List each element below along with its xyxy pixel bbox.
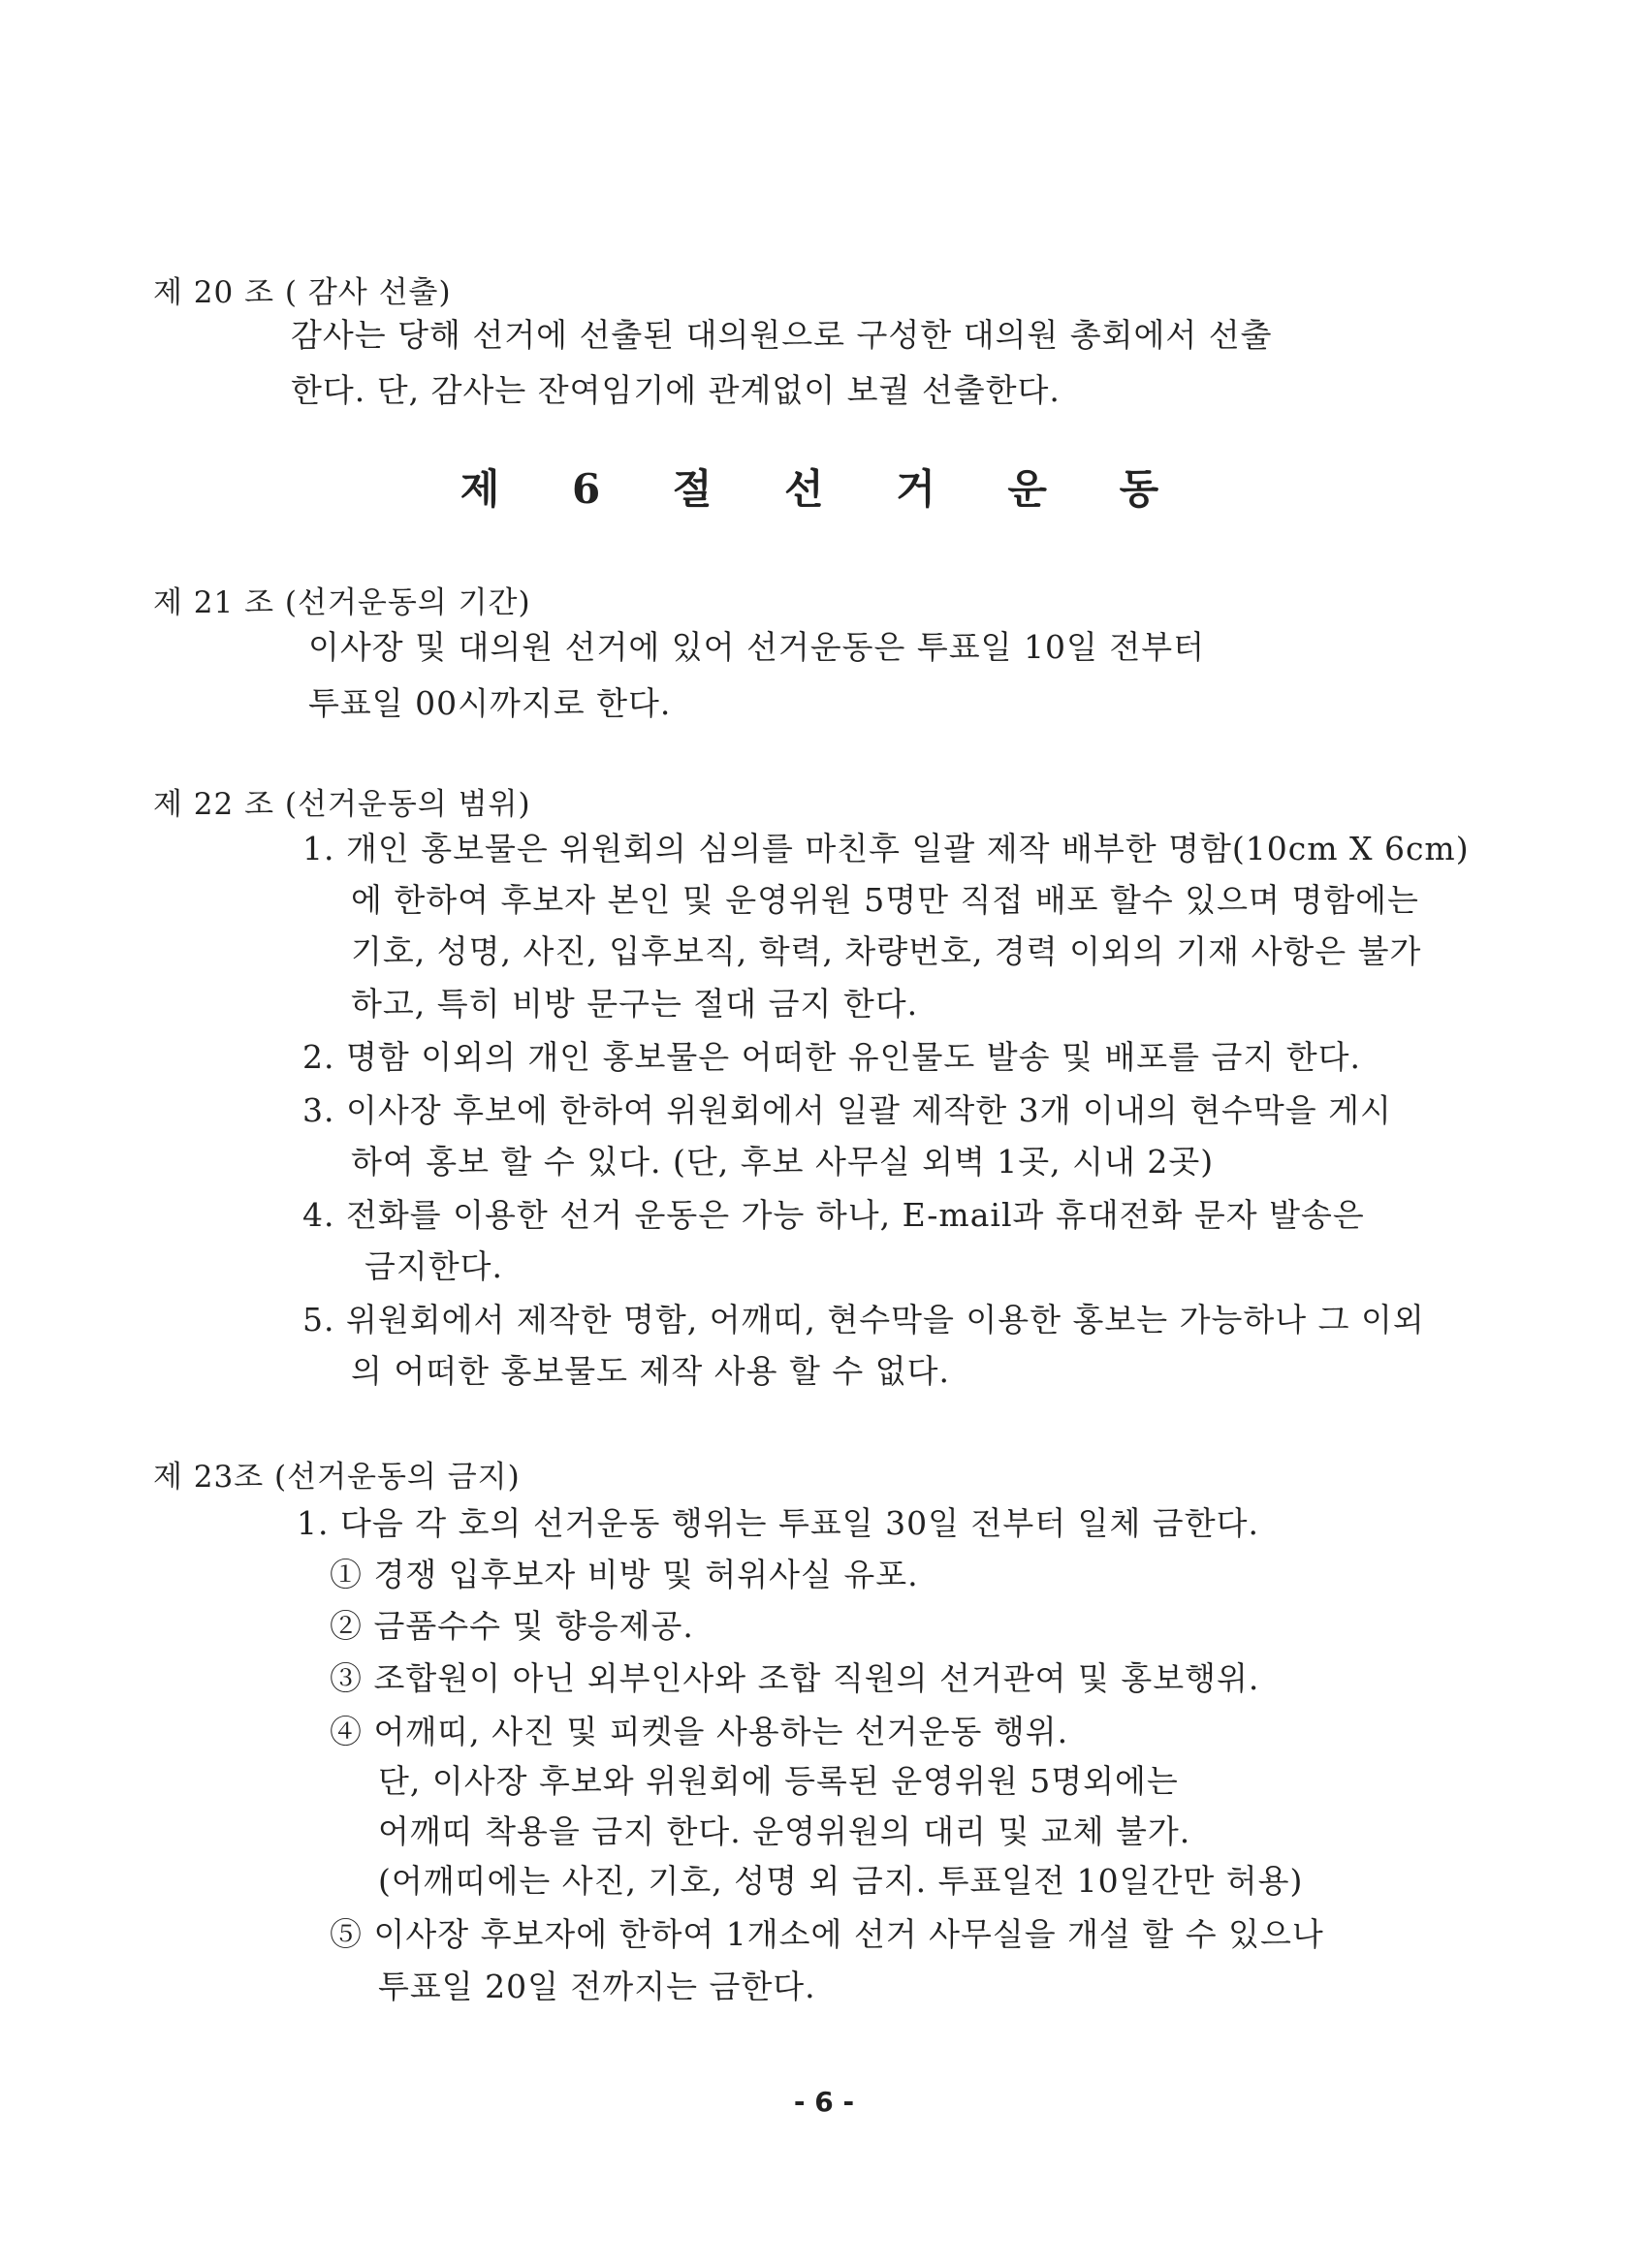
article-22-item: 3. 이사장 후보에 한하여 위원회에서 일괄 제작한 3개 이내의 현수막을 게시 [302,1091,1392,1129]
article-23-subitem: ② 금품수수 및 향응제공. [330,1607,694,1645]
article-20-heading: 제 20 조 ( 감사 선출) [153,275,452,310]
article-20-line: 감사는 당해 선거에 선출된 대의원으로 구성한 대의원 총회에서 선출 [291,316,1273,354]
article-23-subitem: ⑤ 이사장 후보자에 한하여 1개소에 선거 사무실을 개설 할 수 있으나 [330,1915,1324,1953]
article-23-subitem: ④ 어깨띠, 사진 및 피켓을 사용하는 선거운동 행위. [330,1713,1069,1750]
page-number: - 6 - [793,2086,855,2118]
article-23-heading: 제 23조 (선거운동의 금지) [153,1460,521,1495]
article-22-heading: 제 22 조 (선거운동의 범위) [153,787,531,822]
article-21-line: 이사장 및 대의원 선거에 있어 선거운동은 투표일 10일 전부터 [308,628,1205,666]
article-22-item-cont: 하여 홍보 할 수 있다. (단, 후보 사무실 외벽 1곳, 시내 2곳) [351,1143,1215,1181]
article-23-subitem-cont: 어깨띠 착용을 금지 한다. 운영위원의 대리 및 교체 불가. [378,1812,1191,1850]
article-22-item-cont: 기호, 성명, 사진, 입후보직, 학력, 차량번호, 경력 이외의 기재 사항은 불가 [351,932,1422,970]
article-22-item: 1. 개인 홍보물은 위원회의 심의를 마친후 일괄 제작 배부한 명함(10cm X 6cm) [302,830,1470,867]
article-23-subitem: ③ 조합원이 아닌 외부인사와 조합 직원의 선거관여 및 홍보행위. [330,1659,1260,1697]
article-22-item: 4. 전화를 이용한 선거 운동은 가능 하나, E-mail과 휴대전화 문자 발송은 [302,1196,1365,1234]
article-21-line: 투표일 00시까지로 한다. [308,684,672,722]
article-22-item: 2. 명함 이외의 개인 홍보물은 어떠한 유인물도 발송 및 배포를 금지 한다. [302,1038,1361,1076]
article-22-item-cont: 하고, 특히 비방 문구는 절대 금지 한다. [351,985,919,1023]
section-title: 제 6 절 선 거 운 동 [460,465,1188,513]
article-22-item: 5. 위원회에서 제작한 명함, 어깨띠, 현수막을 이용한 홍보는 가능하나 그 이외 [302,1301,1425,1339]
article-21-heading: 제 21 조 (선거운동의 기간) [153,585,531,620]
article-23-subitem-cont: (어깨띠에는 사진, 기호, 성명 외 금지. 투표일전 10일간만 허용) [378,1862,1304,1900]
article-22-item-cont: 의 어떠한 홍보물도 제작 사용 할 수 없다. [351,1352,950,1390]
article-23-subitem-cont: 투표일 20일 전까지는 금한다. [378,1968,816,2005]
article-22-item-cont: 금지한다. [364,1247,504,1285]
article-22-item-cont: 에 한하여 후보자 본인 및 운영위원 5명만 직접 배포 할수 있으며 명함에는 [351,881,1419,919]
article-20-line: 한다. 단, 감사는 잔여임기에 관계없이 보궐 선출한다. [291,371,1061,409]
article-23-subitem: ① 경쟁 입후보자 비방 및 허위사실 유포. [330,1556,919,1593]
article-23-intro: 1. 다음 각 호의 선거운동 행위는 투표일 30일 전부터 일체 금한다. [297,1504,1259,1542]
article-23-subitem-cont: 단, 이사장 후보와 위원회에 등록된 운영위원 5명외에는 [378,1762,1179,1800]
